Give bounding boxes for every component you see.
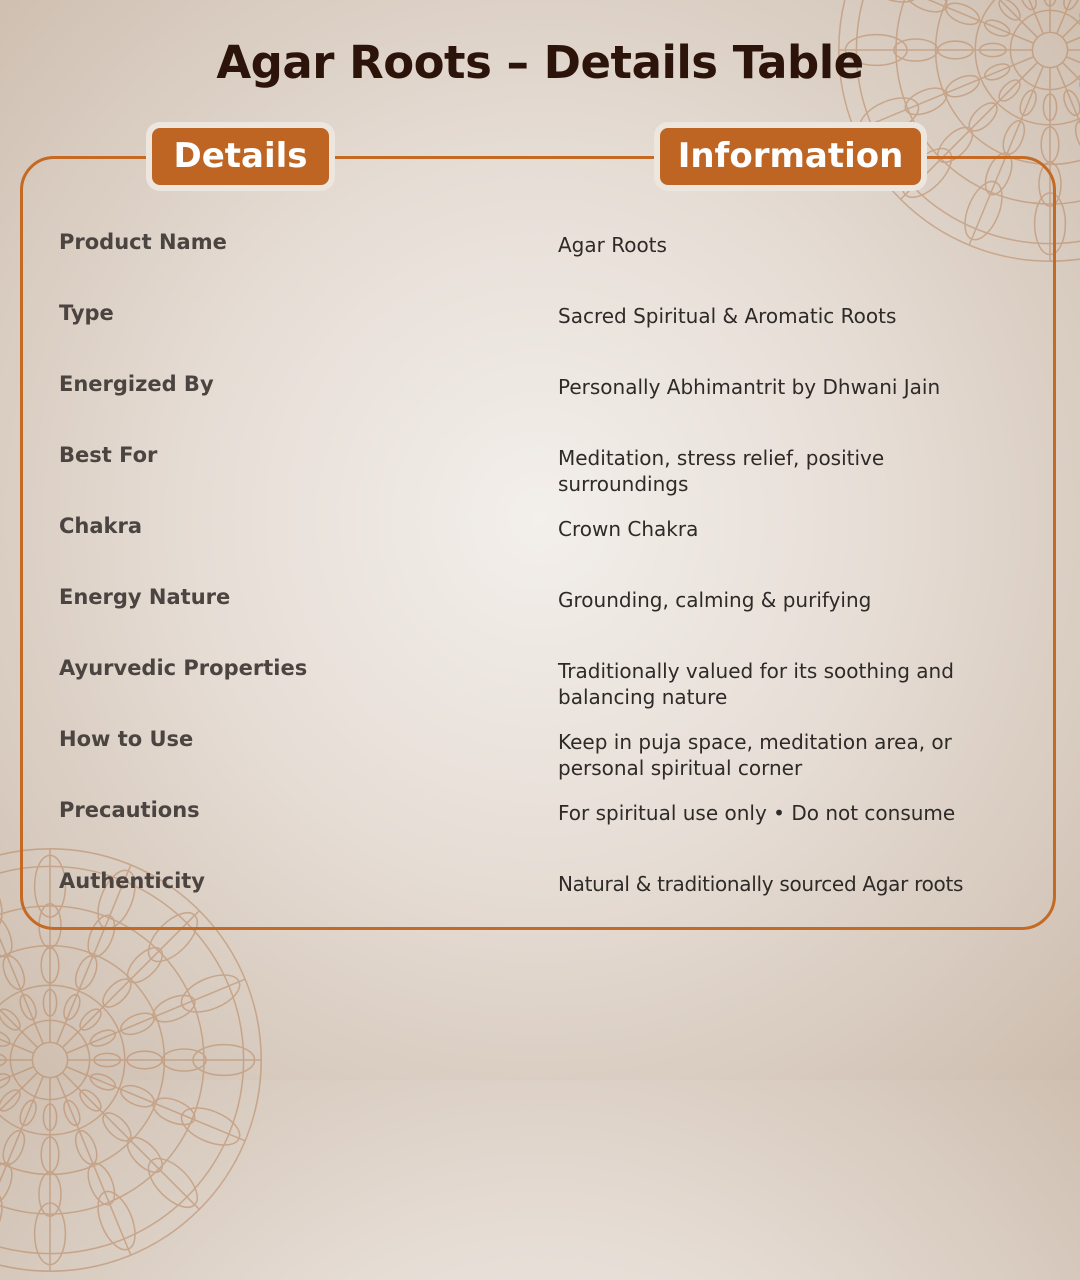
table-row: [0, 514, 1080, 584]
information-column-header: Information: [660, 128, 921, 185]
row-value: Sacred Spiritual & Aromatic Roots: [558, 304, 897, 328]
row-label: Chakra: [59, 514, 143, 538]
table-row: [0, 301, 1080, 371]
row-value: Grounding, calming & purifying: [558, 588, 872, 612]
table-row: [0, 798, 1080, 868]
row-label: Product Name: [59, 230, 227, 254]
row-value: Meditation, stress relief, positive surroundings: [558, 446, 885, 496]
row-label: Energized By: [59, 372, 214, 396]
row-label: Type: [59, 301, 114, 325]
table-row: [0, 372, 1080, 442]
table-row: [0, 869, 1080, 939]
row-label: How to Use: [59, 727, 194, 751]
row-value: Personally Abhimantrit by Dhwani Jain: [558, 375, 941, 399]
table-row: [0, 727, 1080, 797]
table-row: [0, 585, 1080, 655]
table-row: [0, 656, 1080, 726]
row-label: Authenticity: [59, 869, 205, 893]
table-row: [0, 230, 1080, 300]
row-label: Energy Nature: [59, 585, 231, 609]
row-value: Natural & traditionally sourced Agar roots: [558, 872, 964, 896]
row-value: For spiritual use only • Do not consume: [558, 801, 956, 825]
page-title: Agar Roots – Details Table: [216, 36, 864, 89]
row-label: Ayurvedic Properties: [59, 656, 308, 680]
row-label: Precautions: [59, 798, 200, 822]
row-value: Agar Roots: [558, 233, 667, 257]
details-column-header: Details: [152, 128, 329, 185]
row-label: Best For: [59, 443, 158, 467]
row-value: Keep in puja space, meditation area, or personal spiritual corner: [558, 730, 952, 780]
row-value: Traditionally valued for its soothing and balancing nature: [558, 659, 954, 709]
table-row: [0, 443, 1080, 513]
row-value: Crown Chakra: [558, 517, 699, 541]
